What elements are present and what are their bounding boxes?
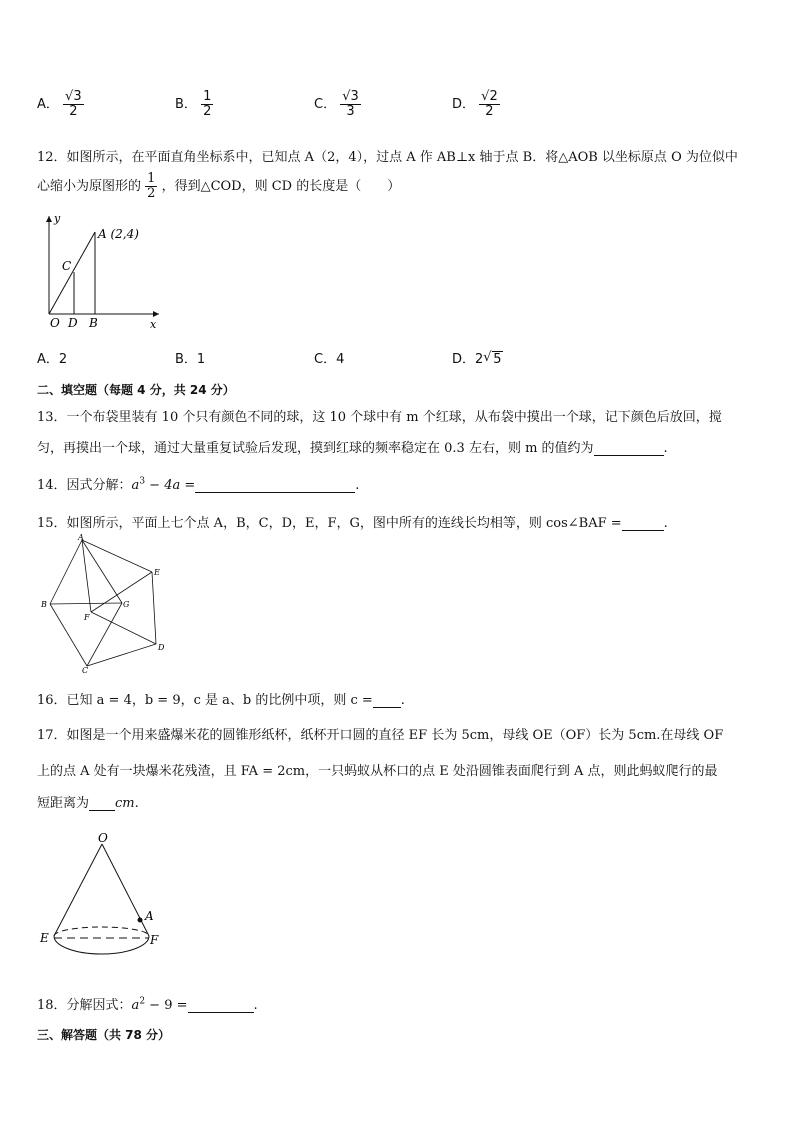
label-f: F (150, 933, 159, 947)
radicand: 5 (493, 352, 502, 367)
q13-line1: 13．一个布袋里装有 10 个只有颜色不同的球，这 10 个球中有 m 个红球，从布袋中摸出一个球，记下颜色后放回，搅 (37, 410, 722, 425)
text: . (134, 796, 139, 811)
label-a: A (78, 533, 84, 542)
label-d: D (158, 643, 165, 652)
line-fd (91, 612, 156, 644)
text: . (355, 478, 360, 493)
y-arrow-icon (46, 216, 52, 222)
var: a (131, 478, 140, 493)
line-af (82, 540, 91, 612)
answer-blank[interactable] (188, 998, 254, 1013)
option-value: 1 (196, 352, 206, 367)
text: 15．如图所示，平面上七个点 A，B，C，D，E，F，G，图中所有的连线长均相等，则 cos∠BAF = (37, 516, 622, 531)
text: 14．因式分解： (37, 478, 132, 493)
q12-option-a (37, 348, 67, 367)
numerator: √2 (481, 89, 498, 104)
q17-line1: 17．如图是一个用来盛爆米花的圆锥形纸杯，纸杯开口圆的直径 EF 长为 5cm，母线 OE（OF）长为 5cm.在母线 OF (37, 728, 724, 743)
option-letter: A． (37, 97, 59, 112)
text: . (253, 998, 258, 1013)
option-letter: C． (314, 97, 337, 112)
option-letter: C． (314, 352, 337, 367)
var: a (131, 998, 140, 1013)
answer-blank[interactable] (373, 693, 401, 708)
q16 (37, 689, 405, 708)
line-ed (152, 572, 156, 644)
option-letter: B． (175, 352, 197, 367)
q12-option-d (452, 348, 503, 367)
q17-line3 (37, 792, 139, 811)
section-2-heading: 二、填空题（每题 4 分，共 24 分） (37, 383, 235, 397)
denominator: 2 (479, 104, 500, 119)
label-b: B (41, 600, 47, 609)
numerator: √3 (342, 89, 359, 104)
text: ，得到△COD，则 CD 的长度是（ ） (161, 179, 401, 194)
label-a: A (2,4) (98, 227, 139, 241)
label-g: G (123, 600, 130, 609)
fraction (479, 90, 500, 119)
option-value: 2 (475, 352, 484, 367)
q17-line2: 上的点 A 处有一块爆米花残渣，且 FA = 2cm，一只蚂蚁从杯口的点 E 处沿圆锥表面爬行到 A 点，则此蚂蚁爬行的最 (37, 764, 718, 779)
text: 16．已知 a = 4，b = 9，c 是 a、b 的比例中项，则 c = (37, 693, 373, 708)
numerator: 1 (147, 171, 156, 186)
q11-option-c (314, 90, 361, 119)
q13-line2 (37, 437, 668, 456)
section-3-heading: 三、解答题（共 78 分） (37, 1028, 171, 1042)
option-letter: B． (175, 97, 197, 112)
fraction (145, 172, 157, 201)
option-letter: D． (452, 352, 476, 367)
generatrix-oe (54, 844, 102, 936)
exponent: 2 (139, 996, 146, 1007)
x-arrow-icon (153, 311, 159, 317)
q11-option-b (175, 90, 213, 119)
option-value: 2 (58, 352, 68, 367)
q11-option-a (37, 90, 84, 119)
label-b: B (89, 316, 98, 330)
q17-cone-figure (36, 828, 166, 960)
fraction (340, 90, 361, 119)
denominator: 2 (63, 104, 84, 119)
denominator: 3 (340, 104, 361, 119)
q12-coordinate-figure (35, 210, 165, 332)
label-d: D (68, 316, 78, 330)
option-value: 4 (336, 352, 345, 367)
text: 短距离为 (37, 796, 90, 811)
rim-front (54, 936, 149, 954)
exponent: 3 (139, 476, 146, 487)
expr: − 9 = (145, 998, 188, 1013)
generatrix-of (102, 844, 149, 936)
q12-option-c (314, 348, 344, 367)
fraction (63, 90, 84, 119)
sqrt-icon: √ (483, 350, 492, 365)
unit: cm (115, 796, 135, 811)
line-bg (50, 603, 122, 604)
answer-blank[interactable] (622, 516, 664, 531)
label-f: F (84, 613, 90, 622)
q15-seven-points-figure (38, 532, 168, 674)
option-letter: A． (37, 352, 59, 367)
label-o: O (98, 831, 108, 845)
label-e: E (154, 568, 160, 577)
line-bc (50, 604, 87, 666)
q14 (37, 474, 359, 493)
q11-option-d (452, 90, 500, 119)
segment-oa (49, 232, 95, 314)
label-x: x (150, 318, 157, 331)
answer-blank[interactable] (89, 796, 115, 811)
numerator: 1 (203, 89, 212, 104)
answer-blank[interactable] (195, 478, 355, 493)
answer-blank[interactable] (594, 441, 664, 456)
expr: − 4a = (145, 478, 196, 493)
q15-text (37, 512, 668, 531)
q12-line1: 12．如图所示，在平面直角坐标系中，已知点 A（2，4），过点 A 作 AB⊥x 轴于点 B．将△AOB 以坐标原点 O 为位似中 (37, 150, 738, 165)
label-y: y (54, 212, 61, 225)
text: 匀，再摸出一个球，通过大量重复试验后发现，摸到红球的频率稳定在 0.3 左右，则 m 的值约为 (37, 441, 594, 456)
label-a: A (145, 909, 154, 923)
numerator: √3 (65, 89, 82, 104)
fraction (201, 90, 213, 119)
label-o: O (50, 316, 60, 330)
point-a (138, 918, 143, 923)
line-fe (91, 572, 152, 612)
text: . (663, 441, 668, 456)
option-letter: D． (452, 97, 476, 112)
text: . (663, 516, 668, 531)
label-c: C (62, 259, 72, 273)
line-ab (50, 540, 82, 604)
q12-option-b (175, 348, 205, 367)
q18 (37, 994, 258, 1013)
denominator: 2 (147, 186, 156, 201)
denominator: 2 (203, 104, 212, 119)
text: 18．分解因式： (37, 998, 132, 1013)
text: . (400, 693, 405, 708)
q12-line2 (37, 172, 400, 201)
rim-back (54, 927, 149, 936)
sqrt (483, 352, 502, 367)
label-e: E (40, 931, 49, 945)
label-c: C (82, 666, 89, 674)
text: 心缩小为原图形的 (37, 179, 142, 194)
